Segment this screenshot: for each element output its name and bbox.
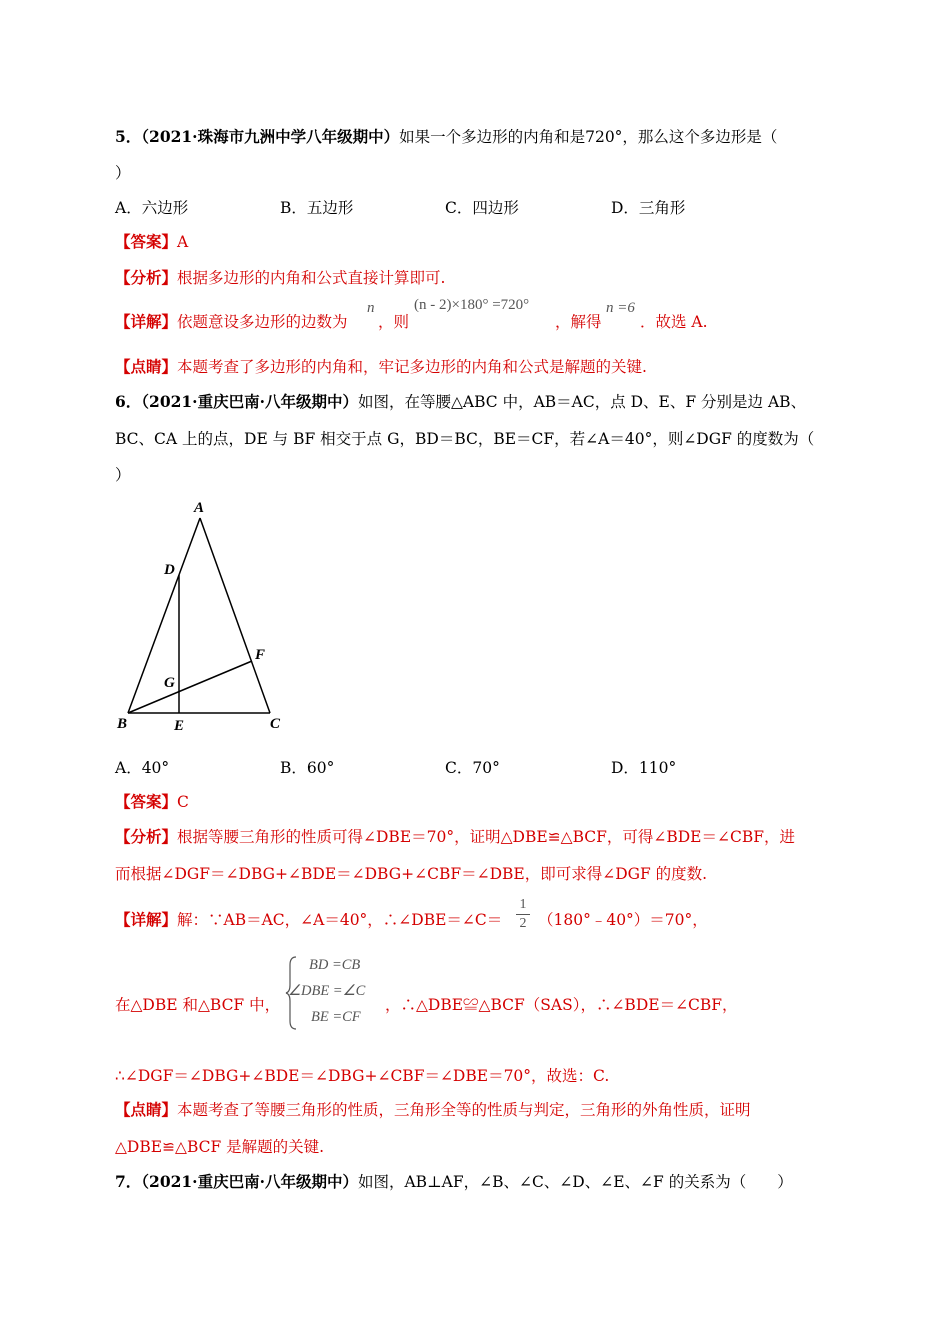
q6-detail-text2b: ，∴△DBE≌△BCF（SAS），∴∠BDE＝∠CBF， [385, 996, 738, 1014]
q6-analysis-line2: 而根据∠DGF＝∠DBG+∠BDE＝∠DBG+∠CBF＝∠DBE，即可求得∠DGF 的度数. [115, 865, 708, 883]
q5-analysis [115, 268, 445, 288]
q6-number: 6． [115, 392, 142, 411]
q6-stem1: 如图，在等腰△ABC 中，AB＝AC，点 D、E、F 分别是边 AB、 [357, 393, 807, 411]
q6-analysis-text1: 根据等腰三角形的性质可得∠DBE＝70°，证明△DBE≌△BCF，可得∠BDE＝∠CBF，进 [177, 828, 795, 846]
q5-analysis-text: 根据多边形的内角和公式直接计算即可. [177, 269, 446, 287]
q7-source: （2021·重庆巴南·八年级期中） [141, 1172, 358, 1191]
triangle-figure [110, 495, 290, 740]
q6-comment-line1 [115, 1100, 751, 1120]
q5-answer-tag: 【答案】 [115, 232, 178, 251]
q5-stem: 如果一个多边形的内角和是720°，那么这个多边形是（ [399, 128, 778, 146]
label-c: C [270, 716, 281, 732]
q5-answer-value: A [177, 233, 189, 251]
q6-fraction-num: 1 [519, 897, 527, 912]
q6-detail-text2a: 在△DBE 和△BCF 中， [115, 996, 281, 1014]
q5-option-c: C．四边形 [445, 199, 519, 217]
q5-comment-text: 本题考查了多边形的内角和，牢记多边形的内角和公式是解题的关键. [177, 358, 647, 376]
label-b: B [117, 716, 128, 732]
q6-stem-close: ） [115, 466, 131, 484]
q6-brace-line1: BD =CB [309, 957, 361, 973]
q6-source: （2021·重庆巴南·八年级期中） [141, 392, 358, 411]
segment-bf [128, 661, 252, 713]
q7-stem: 如图，AB⊥AF，∠B、∠C、∠D、∠E、∠F 的关系为（ ） [357, 1173, 793, 1191]
q7-number: 7． [115, 1172, 142, 1191]
side-ac [200, 518, 270, 713]
q5-detail-text-a: 依题意设多边形的边数为 [177, 313, 348, 331]
q6-fraction [516, 897, 530, 932]
q6-option-c: C．70° [445, 759, 500, 777]
q6-answer-tag: 【答案】 [115, 792, 178, 811]
q5-stem-line [115, 127, 777, 147]
q6-analysis-line1 [115, 827, 795, 847]
q5-comment [115, 357, 647, 377]
q6-option-a: A．40° [115, 759, 170, 777]
q6-detail-line1 [115, 910, 502, 930]
q6-answer [115, 792, 189, 812]
q5-number: 5． [115, 127, 142, 146]
q6-brace-line3: BE =CF [311, 1009, 361, 1025]
q6-stem-line2: BC、CA 上的点，DE 与 BF 相交于点 G，BD＝BC，BE＝CF，若∠A＝40°，则∠DGF 的度数为（ [115, 430, 815, 448]
label-e: E [174, 718, 185, 734]
q6-comment-text1: 本题考查了等腰三角形的性质，三角形全等的性质与判定，三角形的外角性质，证明 [177, 1101, 751, 1119]
q6-comment-tag: 【点睛】 [115, 1100, 178, 1119]
label-g: G [164, 675, 175, 691]
q6-detail-tag: 【详解】 [115, 910, 178, 929]
q6-detail-text1: 解：∵AB＝AC，∠A＝40°，∴∠DBE＝∠C＝ [177, 911, 503, 929]
q5-detail [115, 312, 348, 332]
q5-detail-tag: 【详解】 [115, 312, 178, 331]
q6-analysis-tag: 【分析】 [115, 827, 178, 846]
q5-answer [115, 232, 188, 252]
q5-analysis-tag: 【分析】 [115, 268, 178, 287]
q6-comment-line2: △DBE≌△BCF 是解题的关键. [115, 1138, 325, 1156]
q5-detail-text-c: ，解得 [555, 313, 602, 331]
q6-detail-text1b: （180°﹣40°）＝70°， [538, 911, 708, 929]
q6-stem-line1 [115, 392, 806, 412]
label-f: F [255, 647, 266, 663]
q5-comment-tag: 【点睛】 [115, 357, 178, 376]
q5-detail-text-d: ．故选 A. [640, 313, 708, 331]
q5-detail-solution: n =6 [606, 300, 635, 316]
label-a: A [194, 500, 205, 516]
q6-brace-line2: ∠DBE =∠C [288, 983, 366, 999]
q6-fraction-den: 2 [519, 916, 527, 931]
q5-stem-close: ） [115, 164, 131, 182]
q6-answer-value: C [177, 793, 189, 811]
q5-option-b: B．五边形 [280, 199, 354, 217]
q6-detail-line3: ∴∠DGF＝∠DBG+∠BDE＝∠DBG+∠CBF＝∠DBE＝70°，故选：C. [115, 1067, 610, 1085]
q7-stem-line [115, 1172, 793, 1192]
q5-source: （2021·珠海市九洲中学八年级期中） [141, 127, 400, 146]
q5-option-d: D．三角形 [611, 199, 686, 217]
q5-option-a: A．六边形 [115, 199, 189, 217]
q6-option-b: B．60° [280, 759, 335, 777]
q5-detail-text-b: ，则 [378, 313, 410, 331]
q5-detail-equation: (n - 2)×180° =720° [414, 297, 530, 313]
q5-detail-n: n [367, 300, 375, 316]
label-d: D [164, 562, 175, 578]
q6-option-d: D．110° [611, 759, 677, 777]
